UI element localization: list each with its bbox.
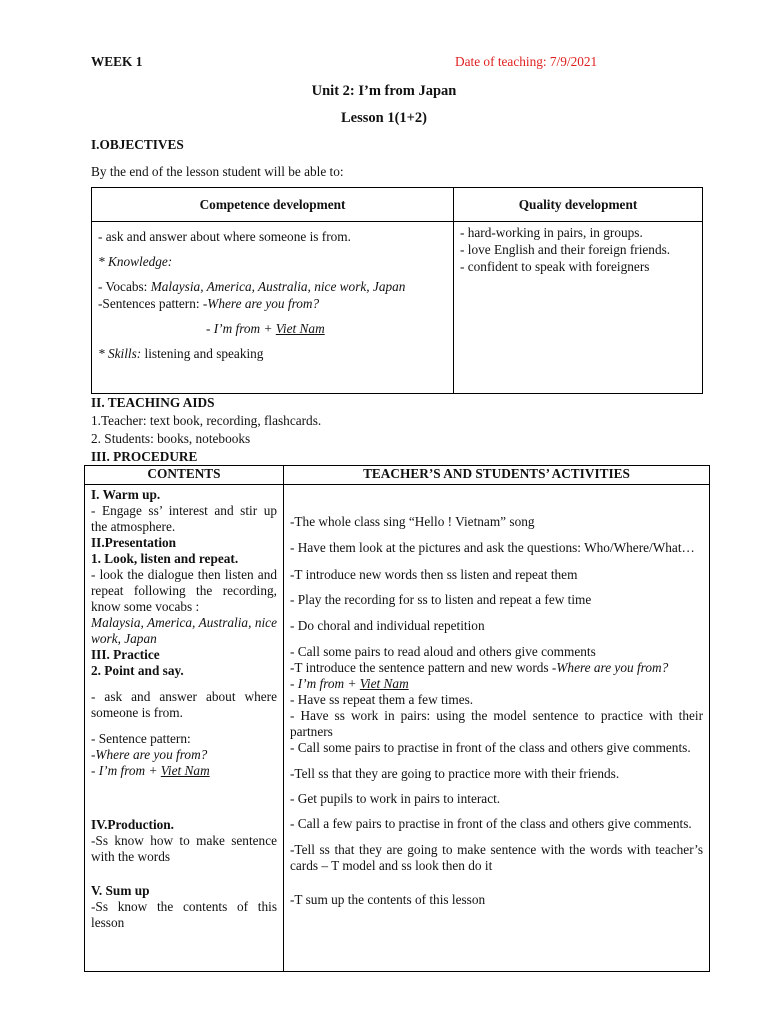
- objectives-heading: I.OBJECTIVES: [91, 137, 184, 152]
- activity-item: - Play the recording for ss to listen and repeat a few time: [290, 592, 592, 607]
- point-say-text: - ask and answer about where someone is from.: [91, 689, 277, 720]
- activity-item: - Have ss work in pairs: using the model sentence to practice with their partners: [290, 708, 703, 739]
- look-listen-vocabs: Malaysia, America, Australia, nice work, Japan: [91, 615, 277, 646]
- skills-line: * Skills: listening and speaking: [98, 346, 264, 361]
- contents-header: CONTENTS: [85, 466, 284, 485]
- objectives-table: [91, 187, 703, 394]
- knowledge-label: * Knowledge:: [98, 254, 173, 269]
- activity-item: - I’m from + Viet Nam: [290, 676, 409, 691]
- practice-title: III. Practice: [91, 647, 160, 662]
- sentence-pattern-answer: - I’m from + Viet Nam: [91, 763, 210, 778]
- teaching-aids-students: 2. Students: books, notebooks: [91, 431, 251, 446]
- teaching-aids-heading: II. TEACHING AIDS: [91, 395, 215, 410]
- activity-item: - Have ss repeat them a few times.: [290, 692, 474, 707]
- quality-item: - love English and their foreign friends.: [460, 242, 671, 257]
- activity-item: -T introduce new words then ss listen and repeat them: [290, 567, 578, 582]
- quality-cell: [454, 222, 703, 394]
- activity-item: -Tell ss that they are going to practice more with their friends.: [290, 766, 620, 781]
- look-listen-title: 1. Look, listen and repeat.: [91, 551, 239, 566]
- sumup-title: V. Sum up: [91, 883, 150, 898]
- procedure-heading: III. PROCEDURE: [91, 449, 198, 464]
- presentation-title: II.Presentation: [91, 535, 177, 550]
- sentence-pattern-label: - Sentence pattern:: [91, 731, 191, 746]
- activity-item: - Have them look at the pictures and ask the questions: Who/Where/What…: [290, 540, 695, 555]
- warmup-title: I. Warm up.: [91, 487, 161, 502]
- look-listen-text: - look the dialogue then listen and repeat following the recording, know some vocabs :: [91, 567, 277, 614]
- point-say-title: 2. Point and say.: [91, 663, 184, 678]
- competence-header: Competence development: [92, 188, 454, 222]
- activity-item: -The whole class sing “Hello ! Vietnam” song: [290, 514, 535, 529]
- competence-cell: [92, 222, 454, 394]
- warmup-text: - Engage ss’ interest and stir up the atmosphere.: [91, 503, 277, 534]
- sumup-text: -Ss know the contents of this lesson: [91, 899, 277, 930]
- activities-cell: [284, 485, 710, 972]
- quality-header: Quality development: [454, 188, 703, 222]
- teaching-aids-teacher: 1.Teacher: text book, recording, flashcards.: [91, 413, 322, 428]
- unit-title: Unit 2: I’m from Japan: [311, 83, 457, 99]
- activity-item: - Call a few pairs to practise in front of the class and others give comments.: [290, 816, 692, 831]
- answer-line: - I’m from + Viet Nam: [206, 321, 325, 336]
- sentence-pattern-question: -Where are you from?: [91, 747, 208, 762]
- activity-item: - Get pupils to work in pairs to interact.: [290, 791, 501, 806]
- sentence-pattern-line: -Sentences pattern: -Where are you from?: [98, 296, 320, 311]
- competence-line1: - ask and answer about where someone is from.: [98, 229, 351, 244]
- production-text: -Ss know how to make sentence with the words: [91, 833, 277, 864]
- activity-item: - Call some pairs to read aloud and others give comments: [290, 644, 596, 659]
- production-title: IV.Production.: [91, 817, 175, 832]
- objectives-intro: By the end of the lesson student will be able to:: [91, 164, 344, 179]
- quality-item: - hard-working in pairs, in groups.: [460, 225, 643, 240]
- vocabs-line: - Vocabs: Malaysia, America, Australia, nice work, Japan: [98, 279, 406, 294]
- activity-item: -T sum up the contents of this lesson: [290, 892, 486, 907]
- week-label: WEEK 1: [91, 54, 143, 69]
- procedure-table: [84, 465, 710, 972]
- activity-item: - Call some pairs to practise in front of the class and others give comments.: [290, 740, 691, 755]
- contents-cell: [85, 485, 284, 972]
- date-of-teaching: Date of teaching: 7/9/2021: [455, 54, 598, 69]
- activity-item: -T introduce the sentence pattern and new words -Where are you from?: [290, 660, 669, 675]
- lesson-title: Lesson 1(1+2): [340, 110, 427, 126]
- quality-item: - confident to speak with foreigners: [460, 259, 650, 274]
- activity-item: - Do choral and individual repetition: [290, 618, 485, 633]
- activity-item: -Tell ss that they are going to make sentence with the words with teacher’s cards – T model and ss look then do it: [290, 842, 703, 873]
- activities-header: TEACHER’S AND STUDENTS’ ACTIVITIES: [284, 466, 710, 485]
